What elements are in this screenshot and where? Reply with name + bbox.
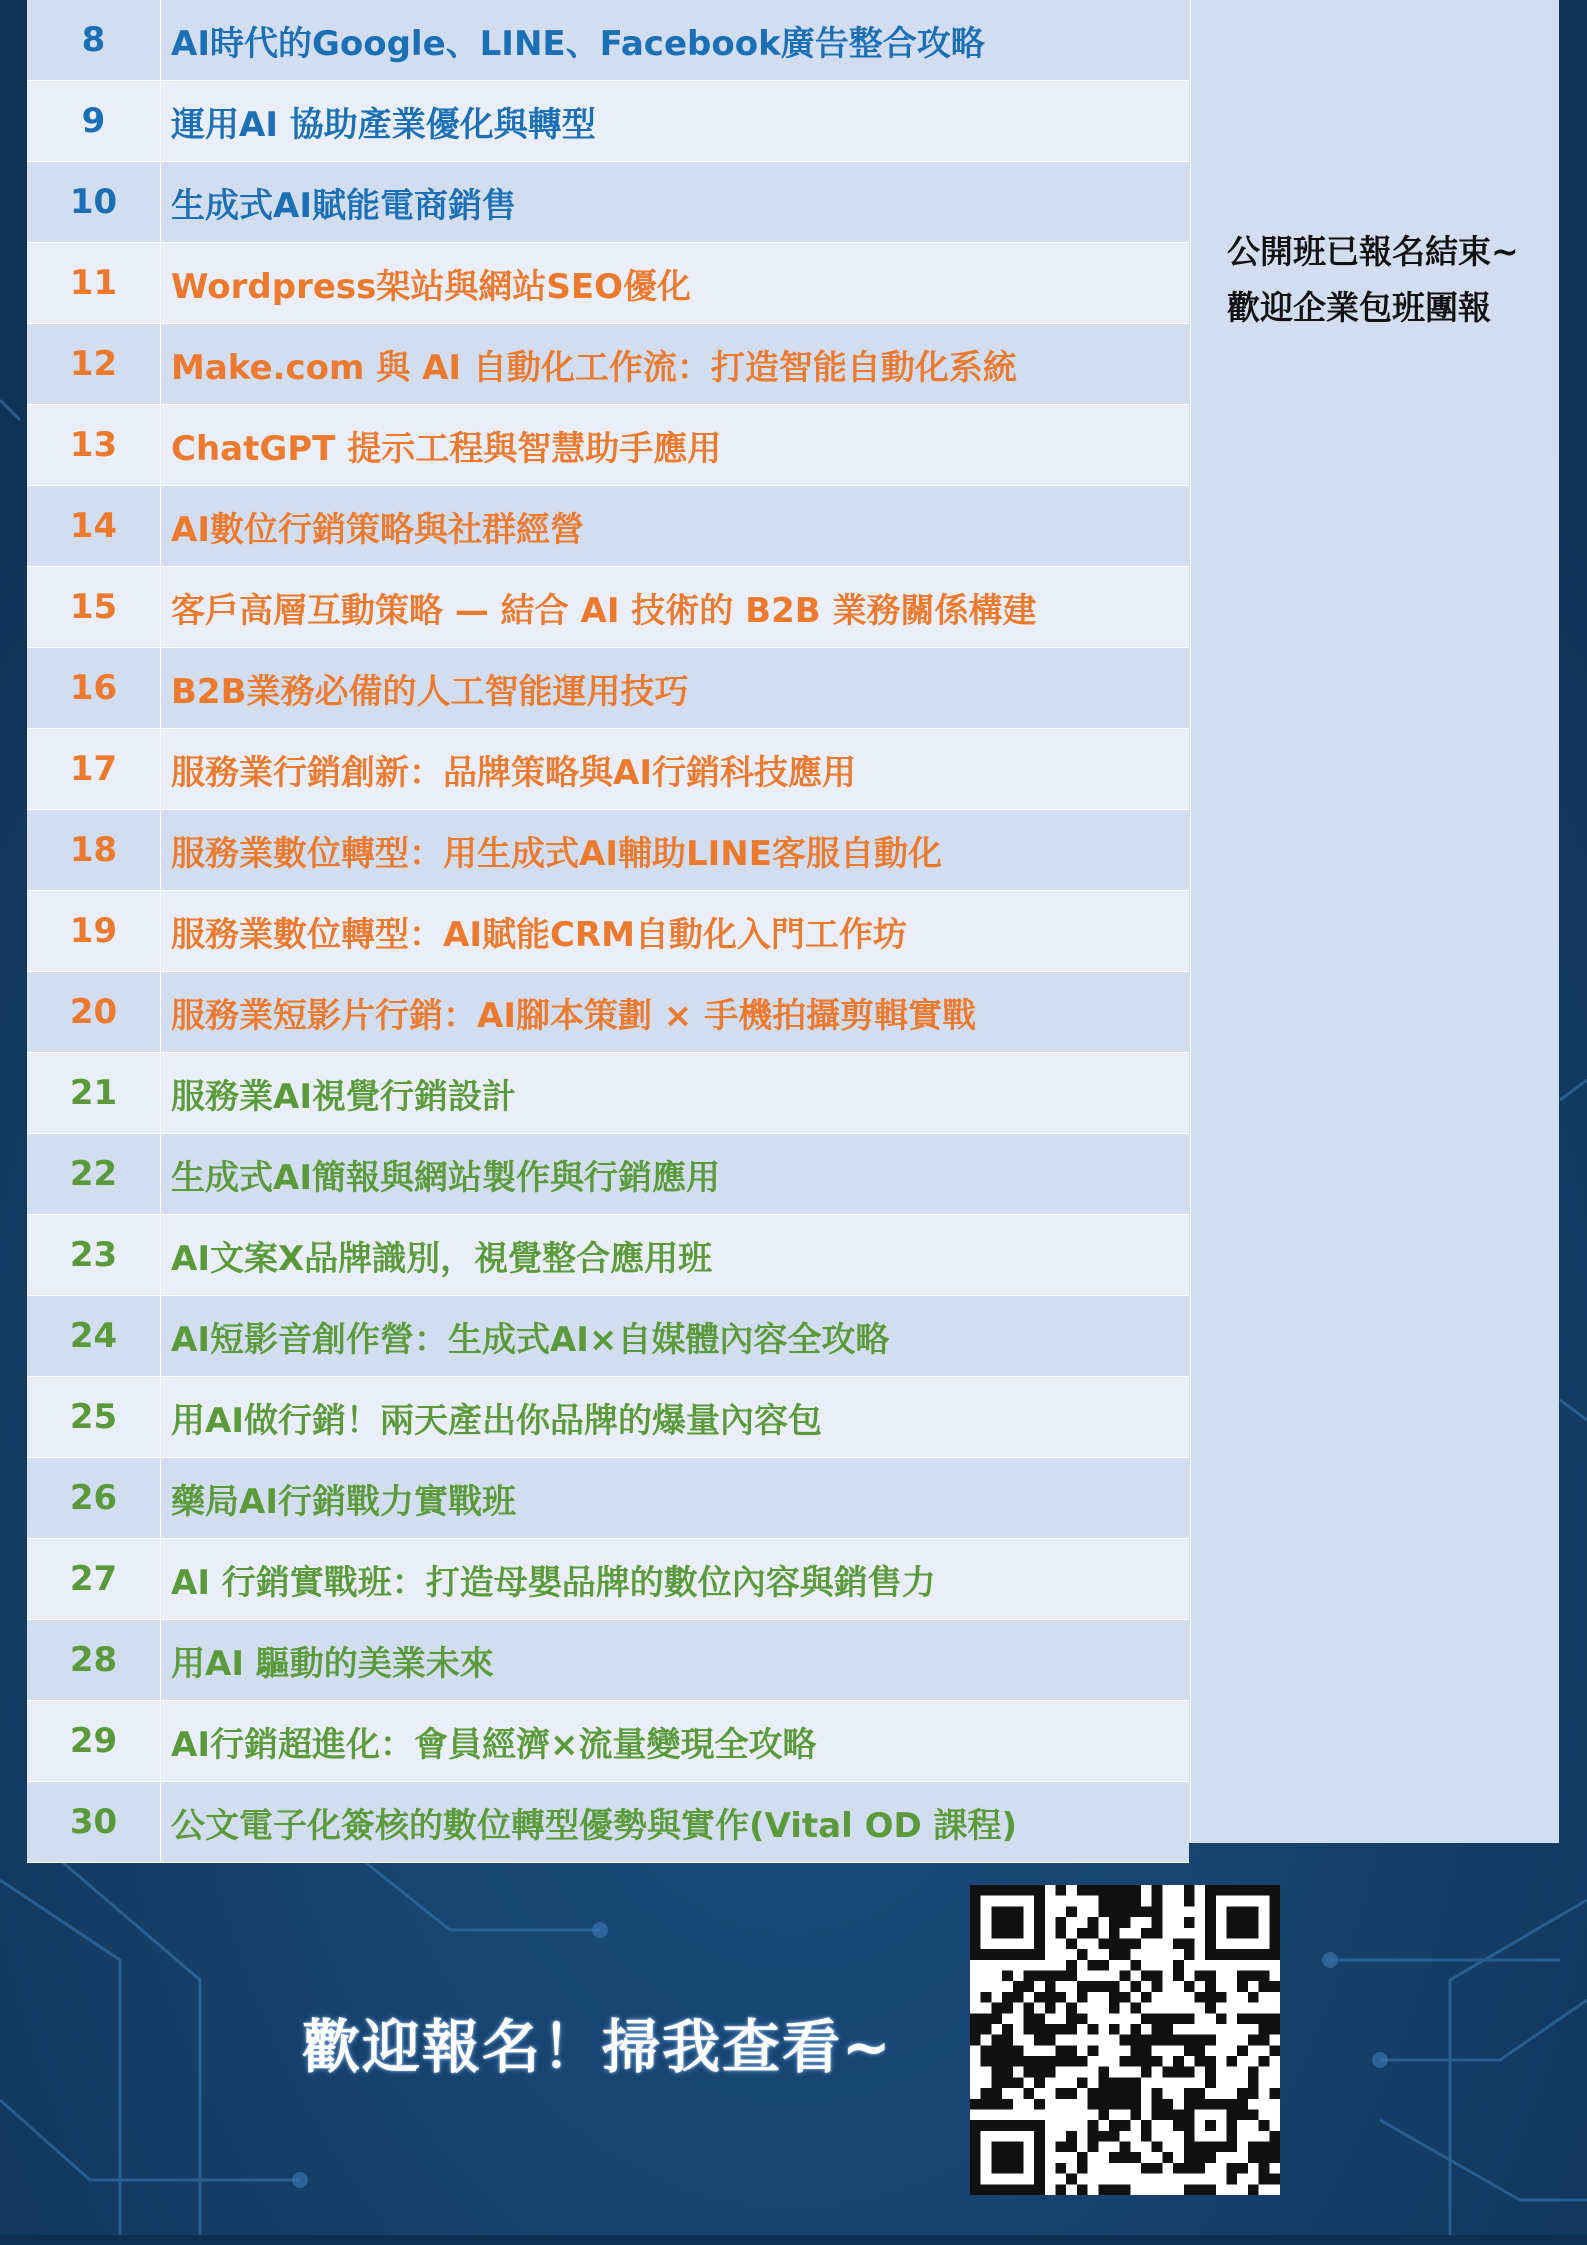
course-title: 服務業短影片行銷：AI腳本策劃 × 手機拍攝剪輯實戰 — [161, 972, 1190, 1053]
registration-note-line1: 公開班已報名結束~ — [1227, 232, 1519, 271]
course-title: B2B業務必備的人工智能運用技巧 — [161, 648, 1190, 729]
course-title: AI數位行銷策略與社群經營 — [161, 486, 1190, 567]
course-number: 25 — [27, 1377, 161, 1458]
table-row — [27, 891, 1189, 972]
registration-note-line2: 歡迎企業包班團報 — [1227, 288, 1491, 327]
course-title: AI行銷超進化：會員經濟×流量變現全攻略 — [161, 1701, 1190, 1782]
table-row — [27, 1377, 1189, 1458]
course-number: 24 — [27, 1296, 161, 1377]
course-number: 12 — [27, 324, 161, 405]
course-title: 公文電子化簽核的數位轉型優勢與實作(Vital OD 課程) — [161, 1782, 1190, 1863]
course-title: 用AI 驅動的美業未來 — [161, 1620, 1190, 1701]
table-row — [27, 972, 1189, 1053]
table-row — [27, 324, 1189, 405]
footer-strip — [0, 2235, 1587, 2245]
course-number: 18 — [27, 810, 161, 891]
course-table-container — [27, 0, 1558, 1846]
table-row — [27, 405, 1189, 486]
table-row — [27, 1620, 1189, 1701]
course-number: 19 — [27, 891, 161, 972]
course-number: 29 — [27, 1701, 161, 1782]
course-number: 28 — [27, 1620, 161, 1701]
course-number: 20 — [27, 972, 161, 1053]
table-row — [27, 1539, 1189, 1620]
course-title: AI 行銷實戰班：打造母嬰品牌的數位內容與銷售力 — [161, 1539, 1190, 1620]
course-title: 服務業行銷創新：品牌策略與AI行銷科技應用 — [161, 729, 1190, 810]
course-title: 客戶高層互動策略 — 結合 AI 技術的 B2B 業務關係構建 — [161, 567, 1190, 648]
course-number: 9 — [27, 81, 161, 162]
table-row — [27, 1134, 1189, 1215]
table-row — [27, 1296, 1189, 1377]
course-title: 服務業數位轉型：用生成式AI輔助LINE客服自動化 — [161, 810, 1190, 891]
course-title: 服務業AI視覺行銷設計 — [161, 1053, 1190, 1134]
course-number: 17 — [27, 729, 161, 810]
course-number: 16 — [27, 648, 161, 729]
course-title: Make.com 與 AI 自動化工作流：打造智能自動化系統 — [161, 324, 1190, 405]
side-note-column — [1190, 0, 1559, 1843]
course-title: 生成式AI簡報與網站製作與行銷應用 — [161, 1134, 1190, 1215]
course-number: 14 — [27, 486, 161, 567]
course-table — [27, 0, 1189, 1863]
course-title: AI時代的Google、LINE、Facebook廣告整合攻略 — [161, 0, 1190, 81]
signup-call-to-action: 歡迎報名！掃我查看~ — [302, 2013, 893, 2081]
table-row — [27, 0, 1189, 81]
course-number: 13 — [27, 405, 161, 486]
course-title: ChatGPT 提示工程與智慧助手應用 — [161, 405, 1190, 486]
table-row — [27, 1782, 1189, 1863]
table-row — [27, 1215, 1189, 1296]
course-number: 11 — [27, 243, 161, 324]
course-title: 服務業數位轉型：AI賦能CRM自動化入門工作坊 — [161, 891, 1190, 972]
course-number: 22 — [27, 1134, 161, 1215]
course-number: 23 — [27, 1215, 161, 1296]
table-row — [27, 567, 1189, 648]
table-row — [27, 81, 1189, 162]
table-row — [27, 648, 1189, 729]
table-row — [27, 1701, 1189, 1782]
course-number: 27 — [27, 1539, 161, 1620]
course-number: 8 — [27, 0, 161, 81]
course-number: 30 — [27, 1782, 161, 1863]
registration-note — [1227, 224, 1557, 336]
table-row — [27, 1053, 1189, 1134]
table-row — [27, 810, 1189, 891]
table-row — [27, 1458, 1189, 1539]
course-number: 15 — [27, 567, 161, 648]
course-title: AI短影音創作營：生成式AI×自媒體內容全攻略 — [161, 1296, 1190, 1377]
course-title: 運用AI 協助產業優化與轉型 — [161, 81, 1190, 162]
course-title: 生成式AI賦能電商銷售 — [161, 162, 1190, 243]
course-number: 21 — [27, 1053, 161, 1134]
course-title: Wordpress架站與網站SEO優化 — [161, 243, 1190, 324]
course-title: AI文案X品牌識別，視覺整合應用班 — [161, 1215, 1190, 1296]
course-number: 26 — [27, 1458, 161, 1539]
table-row — [27, 486, 1189, 567]
course-title: 藥局AI行銷戰力實戰班 — [161, 1458, 1190, 1539]
table-row — [27, 243, 1189, 324]
table-row — [27, 729, 1189, 810]
qr-code-icon[interactable] — [970, 1885, 1280, 2195]
course-title: 用AI做行銷！兩天產出你品牌的爆量內容包 — [161, 1377, 1190, 1458]
table-row — [27, 162, 1189, 243]
course-number: 10 — [27, 162, 161, 243]
